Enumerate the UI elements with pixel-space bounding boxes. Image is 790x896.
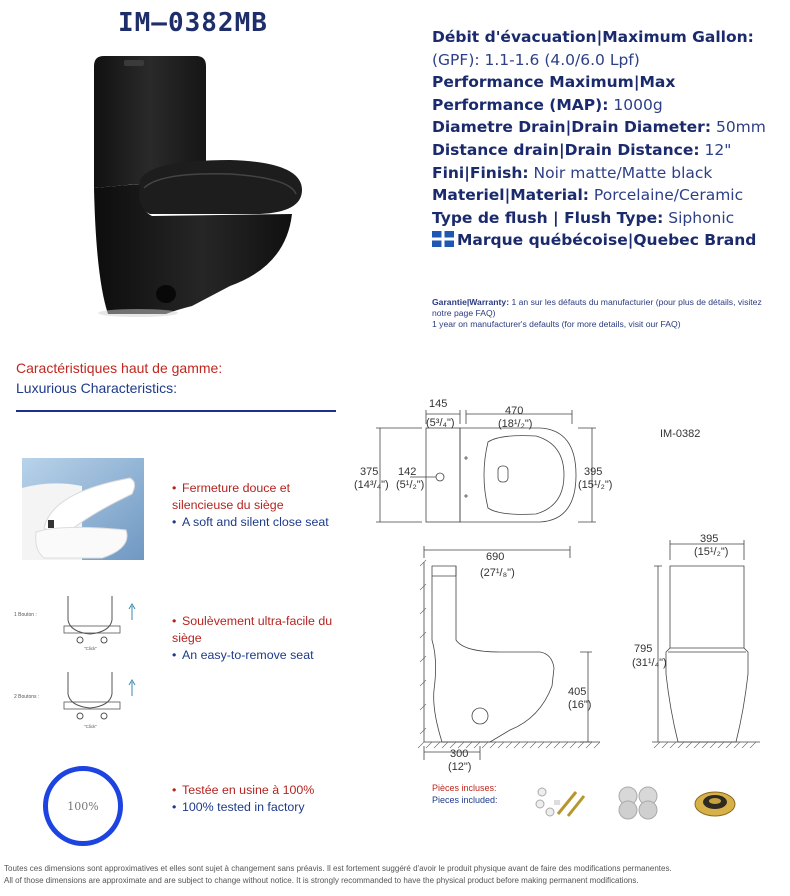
spec-line: Distance drain|Drain Distance: 12" bbox=[432, 140, 732, 159]
toilet-product-photo bbox=[80, 48, 320, 348]
feature-factory-tested bbox=[172, 782, 352, 816]
two-buttons-label: 2 Boutons : bbox=[14, 694, 40, 700]
dim-375-in: (14³/₄") bbox=[354, 479, 389, 491]
features-heading-fr: Caractéristiques haut de gamme: bbox=[16, 360, 223, 376]
bolts-hardware-photo bbox=[528, 782, 590, 822]
pieces-label-fr: Pièces incluses: bbox=[432, 783, 497, 793]
spec-line: Type de flush | Flush Type: Siphonic bbox=[432, 208, 735, 227]
dimension-drawing bbox=[340, 390, 790, 780]
spec-line: Performance (MAP): 1000g bbox=[432, 95, 663, 114]
dim-300: 300 bbox=[450, 748, 469, 760]
dim-142: 142 bbox=[398, 466, 417, 478]
spec-list bbox=[432, 26, 782, 252]
dim-470: 470 bbox=[505, 405, 524, 417]
dim-145-in: (5³/₄") bbox=[426, 417, 455, 429]
spec-line: Materiel|Material: Porcelaine/Ceramic bbox=[432, 186, 744, 205]
dim-405: 405 bbox=[568, 686, 587, 698]
spec-line: Marque québécoise|Quebec Brand bbox=[432, 229, 782, 252]
click-label: "Click" bbox=[84, 724, 97, 729]
feature-text-en: • An easy-to-remove seat bbox=[172, 648, 314, 662]
warranty-note: Garantie|Warranty: 1 an sur les défauts du manufacturier (pour plus de détails, visitez notre page FAQ) 1 year on manufacturer's defaults (for more details, visit our FAQ) bbox=[432, 297, 762, 329]
dim-395: 395 bbox=[584, 466, 603, 478]
spec-line: Fini|Finish: Noir matte/Matte black bbox=[432, 163, 713, 182]
dim-690-in: (27¹/₈") bbox=[480, 567, 515, 579]
front-view-body bbox=[666, 566, 748, 742]
spec-line: Diametre Drain|Drain Diameter: 50mm bbox=[432, 118, 766, 137]
disclaimer-footer bbox=[4, 863, 790, 887]
one-button-label: 1 Bouton : bbox=[14, 612, 37, 618]
disclaimer-en: All of those dimensions are approximate and are subject to change without notice. It is strongly recommanded to have the physical product before making permanent modifications. bbox=[4, 876, 639, 885]
model-title: IM–0382MB bbox=[118, 8, 268, 38]
pieces-included bbox=[432, 782, 498, 806]
side-view-body bbox=[432, 566, 554, 742]
feature-soft-close bbox=[172, 480, 342, 531]
dim-690: 690 bbox=[486, 551, 505, 563]
dim-395-front: 395 bbox=[700, 533, 719, 545]
feature-text-fr: • Fermeture douce et silencieuse du siège bbox=[172, 481, 291, 512]
spec-line: Performance Maximum|Max bbox=[432, 73, 676, 92]
easy-remove-seat-diagram bbox=[10, 590, 140, 745]
disclaimer-fr: Toutes ces dimensions sont approximatives et elles sont sujet à changement sans préavis. Il est fortement suggéré d'avoir le produit physique avant de faire des modifications permanentes. bbox=[4, 864, 672, 873]
dim-375: 375 bbox=[360, 466, 379, 478]
feature-text-en: • A soft and silent close seat bbox=[172, 515, 329, 529]
dim-795-in: (31¹/₄") bbox=[632, 657, 667, 669]
top-view-bowl bbox=[460, 428, 576, 522]
features-heading-en: Luxurious Characteristics: bbox=[16, 380, 178, 396]
dim-395-front-in: (15¹/₂") bbox=[694, 546, 729, 558]
drawing-title: IM-0382 bbox=[660, 428, 701, 440]
feature-text-en: • 100% tested in factory bbox=[172, 800, 305, 814]
dim-395-in: (15¹/₂") bbox=[578, 479, 613, 491]
caps-hardware-photo bbox=[610, 782, 666, 822]
section-divider bbox=[16, 410, 336, 412]
feature-text-fr: • Soulèvement ultra-facile du siège bbox=[172, 614, 333, 645]
soft-close-seat-photo bbox=[22, 458, 144, 560]
dim-300-in: (12") bbox=[448, 761, 472, 773]
quebec-flag-icon bbox=[432, 231, 454, 247]
pieces-label-en: Pieces included: bbox=[432, 795, 498, 805]
dim-470-in: (18¹/₂") bbox=[498, 418, 533, 430]
dim-142-in: (5¹/₂") bbox=[396, 479, 425, 491]
wax-ring-photo bbox=[692, 784, 738, 820]
spec-line: Débit d'évacuation|Maximum Gallon: bbox=[432, 28, 754, 46]
feature-text-fr: • Testée en usine à 100% bbox=[172, 783, 315, 797]
dim-145: 145 bbox=[429, 398, 448, 410]
click-label: "Click" bbox=[84, 646, 97, 651]
feature-easy-remove bbox=[172, 613, 352, 664]
spec-line: (GPF): 1.1-1.6 (4.0/6.0 Lpf) bbox=[432, 50, 640, 69]
dim-795: 795 bbox=[634, 643, 653, 655]
tested-100-badge: 100% bbox=[43, 766, 123, 846]
dim-405-in: (16") bbox=[568, 699, 592, 711]
